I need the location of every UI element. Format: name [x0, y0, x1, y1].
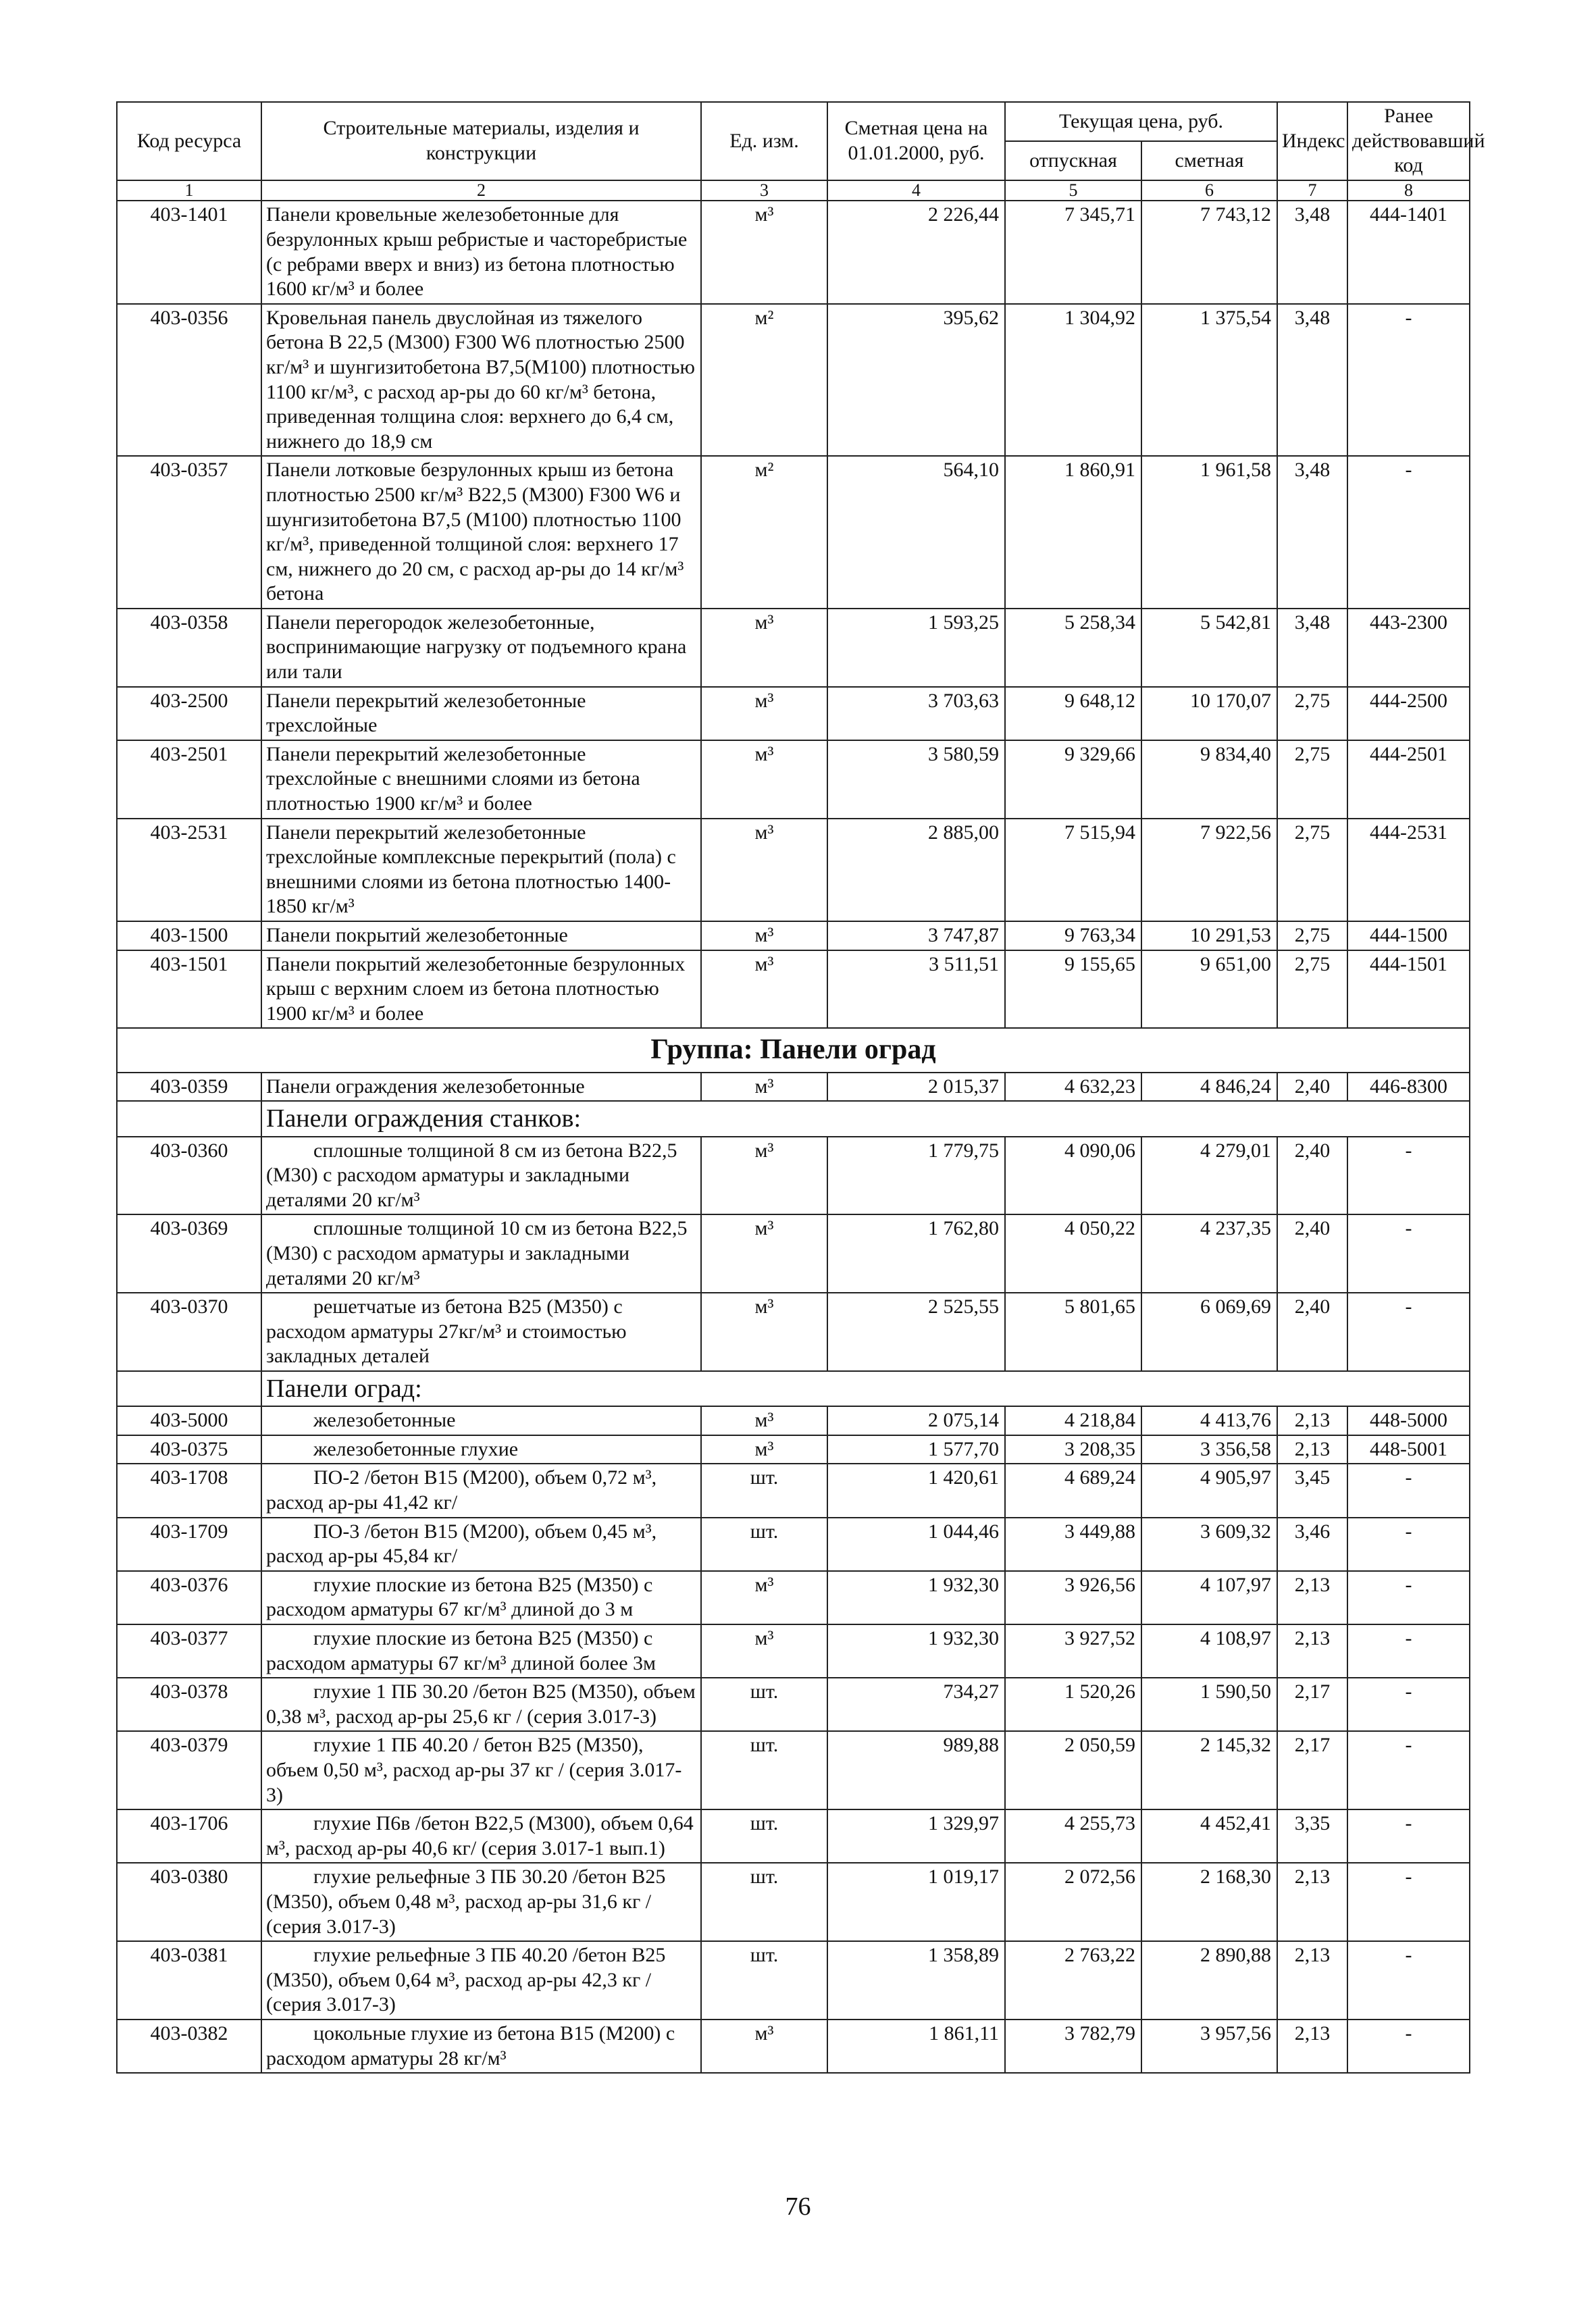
table-row: [117, 1678, 1470, 1731]
material-name: цокольные глухие из бетона В15 (М200) с расходом арматуры 28 кг/м³: [261, 2020, 701, 2073]
resource-code: 403-1500: [117, 921, 261, 950]
unit-of-measure: шт.: [701, 1863, 827, 1941]
previous-code: 448-5000: [1347, 1406, 1470, 1435]
header-row: [117, 102, 1470, 141]
release-price: 1 860,91: [1005, 456, 1141, 609]
unit-of-measure: м³: [701, 1137, 827, 1215]
unit-of-measure: м³: [701, 1435, 827, 1464]
price-index: 3,45: [1277, 1464, 1347, 1517]
resource-code: 403-2501: [117, 740, 261, 819]
estimate-price: 3 356,58: [1141, 1435, 1277, 1464]
col-num: 5: [1005, 180, 1141, 201]
table-row: [117, 1073, 1470, 1102]
price-index: 2,75: [1277, 921, 1347, 950]
base-price: 1 932,30: [827, 1571, 1005, 1624]
material-name: решетчатые из бетона В25 (М350) с расходом арматуры 27кг/м³ и стоимостью закладных деталей: [261, 1293, 701, 1371]
material-name: Кровельная панель двуслойная из тяжелого бетона В 22,5 (М300) F300 W6 плотностью 2500 кг/м³ и шунгизитобетона В7,5(М100) плотностью 1100 кг/м³, с расход ар-ры до 60 кг/м³ бетона, приведенная толщина слоя: верхнего до 6,4 см, нижнего до 18,9 см: [261, 304, 701, 457]
table-row: [117, 304, 1470, 457]
table-row: [117, 2020, 1470, 2073]
table-body-c: [117, 1406, 1470, 2073]
base-price: 2 885,00: [827, 819, 1005, 921]
price-index: 2,75: [1277, 740, 1347, 819]
material-name: глухие рельефные 3 ПБ 40.20 /бетон В25 (М350), объем 0,64 м³, расход ар-ры 42,3 кг / (серия 3.017-3): [261, 1941, 701, 2020]
table-row: [117, 1518, 1470, 1571]
unit-of-measure: м³: [701, 819, 827, 921]
resource-code: 403-0356: [117, 304, 261, 457]
column-numbers-row: [117, 180, 1470, 201]
unit-of-measure: м³: [701, 687, 827, 740]
estimate-price: 9 834,40: [1141, 740, 1277, 819]
release-price: 9 155,65: [1005, 950, 1141, 1029]
col-num: 2: [261, 180, 701, 201]
header-release-price: отпускная: [1005, 141, 1141, 180]
material-name: Панели покрытий железобетонные: [261, 921, 701, 950]
unit-of-measure: м³: [701, 2020, 827, 2073]
price-index: 2,40: [1277, 1137, 1347, 1215]
price-index: 3,48: [1277, 201, 1347, 303]
resource-code: 403-5000: [117, 1406, 261, 1435]
previous-code: -: [1347, 1678, 1470, 1731]
base-price: 1 593,25: [827, 609, 1005, 687]
group-section: [117, 1028, 1470, 1072]
resource-code: 403-1708: [117, 1464, 261, 1517]
col-num: 8: [1347, 180, 1470, 201]
resource-code: 403-1401: [117, 201, 261, 303]
resource-code: 403-0381: [117, 1941, 261, 2020]
price-index: 2,75: [1277, 950, 1347, 1029]
unit-of-measure: м³: [701, 1293, 827, 1371]
estimate-price: 4 452,41: [1141, 1809, 1277, 1863]
subgroup-title: Панели оград:: [261, 1371, 1470, 1406]
release-price: 9 763,34: [1005, 921, 1141, 950]
release-price: 5 258,34: [1005, 609, 1141, 687]
unit-of-measure: м³: [701, 921, 827, 950]
table-body-b: [117, 1137, 1470, 1371]
header-base-price: Сметная цена на 01.01.2000, руб.: [827, 102, 1005, 180]
header-current-price: Текущая цена, руб.: [1005, 102, 1277, 141]
previous-code: -: [1347, 1464, 1470, 1517]
unit-of-measure: шт.: [701, 1941, 827, 2020]
previous-code: -: [1347, 1731, 1470, 1809]
header-estimate-price: сметная: [1141, 141, 1277, 180]
price-index: 2,13: [1277, 2020, 1347, 2073]
estimate-price: 9 651,00: [1141, 950, 1277, 1029]
previous-code: 444-1501: [1347, 950, 1470, 1029]
previous-code: -: [1347, 456, 1470, 609]
base-price: 989,88: [827, 1731, 1005, 1809]
release-price: 7 515,94: [1005, 819, 1141, 921]
price-index: 3,48: [1277, 609, 1347, 687]
unit-of-measure: шт.: [701, 1731, 827, 1809]
release-price: 5 801,65: [1005, 1293, 1141, 1371]
unit-of-measure: м³: [701, 740, 827, 819]
material-name: сплошные толщиной 10 см из бетона В22,5 (М30) с расходом арматуры и закладными деталями 20 кг/м³: [261, 1214, 701, 1293]
unit-of-measure: м³: [701, 1624, 827, 1678]
base-price: 395,62: [827, 304, 1005, 457]
resource-code: 403-2531: [117, 819, 261, 921]
resource-code: 403-0375: [117, 1435, 261, 1464]
release-price: 3 449,88: [1005, 1518, 1141, 1571]
base-price: 3 747,87: [827, 921, 1005, 950]
price-index: 2,40: [1277, 1293, 1347, 1371]
table-body-group: [117, 1073, 1470, 1102]
price-index: 2,17: [1277, 1678, 1347, 1731]
header-name: Строительные материалы, изделия и конструкции: [261, 102, 701, 180]
base-price: 564,10: [827, 456, 1005, 609]
material-name: ПО-2 /бетон В15 (М200), объем 0,72 м³, расход ар-ры 41,42 кг/: [261, 1464, 701, 1517]
estimate-price: 10 291,53: [1141, 921, 1277, 950]
previous-code: 444-2531: [1347, 819, 1470, 921]
subgroup-spacer: [117, 1371, 261, 1406]
estimate-price: 7 922,56: [1141, 819, 1277, 921]
unit-of-measure: шт.: [701, 1809, 827, 1863]
previous-code: 444-1500: [1347, 921, 1470, 950]
material-name: глухие 1 ПБ 30.20 /бетон В25 (М350), объем 0,38 м³, расход ар-ры 25,6 кг / (серия 3.017-3): [261, 1678, 701, 1731]
price-table-sheet: [116, 101, 1485, 2074]
estimate-price: 3 609,32: [1141, 1518, 1277, 1571]
base-price: 2 525,55: [827, 1293, 1005, 1371]
base-price: 3 580,59: [827, 740, 1005, 819]
previous-code: 444-2501: [1347, 740, 1470, 819]
estimate-price: 4 279,01: [1141, 1137, 1277, 1215]
previous-code: -: [1347, 1293, 1470, 1371]
table-row: [117, 1214, 1470, 1293]
release-price: 3 782,79: [1005, 2020, 1141, 2073]
previous-code: -: [1347, 1624, 1470, 1678]
release-price: 3 926,56: [1005, 1571, 1141, 1624]
estimate-price: 4 905,97: [1141, 1464, 1277, 1517]
material-name: глухие П6в /бетон В22,5 (М300), объем 0,64 м³, расход ар-ры 40,6 кг/ (серия 3.017-1 вып.1): [261, 1809, 701, 1863]
estimate-price: 1 961,58: [1141, 456, 1277, 609]
subgroup-title-row: [117, 1371, 1470, 1406]
unit-of-measure: шт.: [701, 1678, 827, 1731]
price-index: 2,40: [1277, 1073, 1347, 1102]
price-index: 2,40: [1277, 1214, 1347, 1293]
base-price: 3 703,63: [827, 687, 1005, 740]
material-name: Панели покрытий железобетонные безрулонных крыш с верхним слоем из бетона плотностью 1900 кг/м³ и более: [261, 950, 701, 1029]
estimate-price: 5 542,81: [1141, 609, 1277, 687]
base-price: 1 779,75: [827, 1137, 1005, 1215]
previous-code: -: [1347, 1941, 1470, 2020]
resource-code: 403-0376: [117, 1571, 261, 1624]
release-price: 2 050,59: [1005, 1731, 1141, 1809]
unit-of-measure: м²: [701, 456, 827, 609]
table-row: [117, 1941, 1470, 2020]
price-index: 2,13: [1277, 1571, 1347, 1624]
resource-code: 403-1501: [117, 950, 261, 1029]
table-row: [117, 687, 1470, 740]
table-row: [117, 819, 1470, 921]
resource-code: 403-0357: [117, 456, 261, 609]
estimate-price: 1 375,54: [1141, 304, 1277, 457]
base-price: 2 075,14: [827, 1406, 1005, 1435]
subgroup-1: [117, 1101, 1470, 1136]
resource-code: 403-0359: [117, 1073, 261, 1102]
estimate-price: 7 743,12: [1141, 201, 1277, 303]
subgroup-2: [117, 1371, 1470, 1406]
material-name: ПО-3 /бетон В15 (М200), объем 0,45 м³, расход ар-ры 45,84 кг/: [261, 1518, 701, 1571]
release-price: 2 072,56: [1005, 1863, 1141, 1941]
material-name: Панели перекрытий железобетонные трехслойные: [261, 687, 701, 740]
base-price: 1 932,30: [827, 1624, 1005, 1678]
table-row: [117, 740, 1470, 819]
material-name: сплошные толщиной 8 см из бетона В22,5 (М30) с расходом арматуры и закладными деталями 20 кг/м³: [261, 1137, 701, 1215]
release-price: 4 255,73: [1005, 1809, 1141, 1863]
unit-of-measure: шт.: [701, 1518, 827, 1571]
price-index: 3,46: [1277, 1518, 1347, 1571]
material-name: Панели лотковые безрулонных крыш из бетона плотностью 2500 кг/м³ В22,5 (М300) F300 W6 и шунгизитобетона В7,5 (М100) плотностью 1100 кг/м³, приведенной толщиной слоя: верхнего 17 см, нижнего до 20 см, с расход ар-ры до 14 кг/м³ бетона: [261, 456, 701, 609]
release-price: 1 304,92: [1005, 304, 1141, 457]
col-num: 6: [1141, 180, 1277, 201]
previous-code: -: [1347, 1518, 1470, 1571]
material-name: глухие плоские из бетона В25 (М350) с расходом арматуры 67 кг/м³ длиной до 3 м: [261, 1571, 701, 1624]
table-row: [117, 1809, 1470, 1863]
base-price: 734,27: [827, 1678, 1005, 1731]
price-index: 3,48: [1277, 304, 1347, 457]
price-index: 2,13: [1277, 1941, 1347, 2020]
estimate-price: 6 069,69: [1141, 1293, 1277, 1371]
group-title: Группа: Панели оград: [117, 1028, 1470, 1072]
table-row: [117, 1464, 1470, 1517]
table-row: [117, 456, 1470, 609]
release-price: 3 927,52: [1005, 1624, 1141, 1678]
estimate-price: 4 108,97: [1141, 1624, 1277, 1678]
base-price: 1 358,89: [827, 1941, 1005, 2020]
resource-code: 403-0379: [117, 1731, 261, 1809]
table-row: [117, 1406, 1470, 1435]
previous-code: -: [1347, 2020, 1470, 2073]
release-price: 4 090,06: [1005, 1137, 1141, 1215]
subgroup-title-row: [117, 1101, 1470, 1136]
header-unit: Ед. изм.: [701, 102, 827, 180]
previous-code: 448-5001: [1347, 1435, 1470, 1464]
table-row: [117, 1624, 1470, 1678]
price-index: 2,13: [1277, 1863, 1347, 1941]
material-name: железобетонные: [261, 1406, 701, 1435]
material-name: глухие рельефные 3 ПБ 30.20 /бетон В25 (М350), объем 0,48 м³, расход ар-ры 31,6 кг / (серия 3.017-3): [261, 1863, 701, 1941]
estimate-price: 2 890,88: [1141, 1941, 1277, 2020]
material-name: Панели ограждения железобетонные: [261, 1073, 701, 1102]
subgroup-title: Панели ограждения станков:: [261, 1101, 1470, 1136]
previous-code: 444-1401: [1347, 201, 1470, 303]
previous-code: -: [1347, 1137, 1470, 1215]
previous-code: -: [1347, 1571, 1470, 1624]
base-price: 2 226,44: [827, 201, 1005, 303]
price-index: 2,13: [1277, 1435, 1347, 1464]
resource-code: 403-2500: [117, 687, 261, 740]
estimate-price: 1 590,50: [1141, 1678, 1277, 1731]
unit-of-measure: м³: [701, 1214, 827, 1293]
table-row: [117, 1293, 1470, 1371]
base-price: 2 015,37: [827, 1073, 1005, 1102]
base-price: 1 019,17: [827, 1863, 1005, 1941]
table-row: [117, 201, 1470, 303]
price-index: 2,17: [1277, 1731, 1347, 1809]
resource-code: 403-0360: [117, 1137, 261, 1215]
estimate-price: 2 145,32: [1141, 1731, 1277, 1809]
base-price: 3 511,51: [827, 950, 1005, 1029]
previous-code: 446-8300: [1347, 1073, 1470, 1102]
table-row: [117, 1731, 1470, 1809]
estimate-price: 4 846,24: [1141, 1073, 1277, 1102]
resource-code: 403-0380: [117, 1863, 261, 1941]
base-price: 1 762,80: [827, 1214, 1005, 1293]
unit-of-measure: м³: [701, 201, 827, 303]
subgroup-spacer: [117, 1101, 261, 1136]
unit-of-measure: м³: [701, 1571, 827, 1624]
base-price: 1 577,70: [827, 1435, 1005, 1464]
price-table: [116, 101, 1485, 2074]
release-price: 1 520,26: [1005, 1678, 1141, 1731]
table-row: [117, 1863, 1470, 1941]
col-num: 7: [1277, 180, 1347, 201]
resource-code: 403-0378: [117, 1678, 261, 1731]
table-row: [117, 921, 1470, 950]
release-price: 4 632,23: [1005, 1073, 1141, 1102]
unit-of-measure: м²: [701, 304, 827, 457]
table-row: [117, 609, 1470, 687]
col-num: 3: [701, 180, 827, 201]
unit-of-measure: м³: [701, 609, 827, 687]
estimate-price: 3 957,56: [1141, 2020, 1277, 2073]
release-price: 4 050,22: [1005, 1214, 1141, 1293]
resource-code: 403-0377: [117, 1624, 261, 1678]
previous-code: -: [1347, 1863, 1470, 1941]
table-row: [117, 1435, 1470, 1464]
resource-code: 403-0370: [117, 1293, 261, 1371]
resource-code: 403-0358: [117, 609, 261, 687]
table-row: [117, 1137, 1470, 1215]
col-num: 1: [117, 180, 261, 201]
release-price: 7 345,71: [1005, 201, 1141, 303]
page-number: 76: [785, 2192, 811, 2221]
previous-code: 444-2500: [1347, 687, 1470, 740]
resource-code: 403-1706: [117, 1809, 261, 1863]
resource-code: 403-0369: [117, 1214, 261, 1293]
unit-of-measure: шт.: [701, 1464, 827, 1517]
estimate-price: 4 237,35: [1141, 1214, 1277, 1293]
base-price: 1 420,61: [827, 1464, 1005, 1517]
release-price: 3 208,35: [1005, 1435, 1141, 1464]
material-name: Панели кровельные железобетонные для безрулонных крыш ребристые и часторебристые (с ребрами вверх и вниз) из бетона плотностью 1600 кг/м³ и более: [261, 201, 701, 303]
previous-code: 443-2300: [1347, 609, 1470, 687]
price-index: 3,35: [1277, 1809, 1347, 1863]
material-name: Панели перегородок железобетонные, воспринимающие нагрузку от подъемного крана или тали: [261, 609, 701, 687]
material-name: глухие плоские из бетона В25 (М350) с расходом арматуры 67 кг/м³ длиной более 3м: [261, 1624, 701, 1678]
estimate-price: 4 413,76: [1141, 1406, 1277, 1435]
base-price: 1 329,97: [827, 1809, 1005, 1863]
previous-code: -: [1347, 1809, 1470, 1863]
table-body-a: [117, 201, 1470, 1028]
unit-of-measure: м³: [701, 1406, 827, 1435]
estimate-price: 4 107,97: [1141, 1571, 1277, 1624]
previous-code: -: [1347, 1214, 1470, 1293]
header-prev-code: Ранее действовавший код: [1347, 102, 1470, 180]
release-price: 2 763,22: [1005, 1941, 1141, 2020]
base-price: 1 044,46: [827, 1518, 1005, 1571]
price-index: 3,48: [1277, 456, 1347, 609]
price-index: 2,13: [1277, 1406, 1347, 1435]
table-row: [117, 1571, 1470, 1624]
material-name: Панели перекрытий железобетонные трехслойные с внешними слоями из бетона плотностью 1900 кг/м³ и более: [261, 740, 701, 819]
price-index: 2,75: [1277, 687, 1347, 740]
estimate-price: 10 170,07: [1141, 687, 1277, 740]
price-index: 2,13: [1277, 1624, 1347, 1678]
release-price: 4 218,84: [1005, 1406, 1141, 1435]
material-name: железобетонные глухие: [261, 1435, 701, 1464]
estimate-price: 2 168,30: [1141, 1863, 1277, 1941]
header-index: Индекс: [1277, 102, 1347, 180]
release-price: 9 648,12: [1005, 687, 1141, 740]
table-row: [117, 950, 1470, 1029]
header-code: Код ресурса: [117, 102, 261, 180]
unit-of-measure: м³: [701, 950, 827, 1029]
resource-code: 403-1709: [117, 1518, 261, 1571]
previous-code: -: [1347, 304, 1470, 457]
release-price: 9 329,66: [1005, 740, 1141, 819]
resource-code: 403-0382: [117, 2020, 261, 2073]
material-name: глухие 1 ПБ 40.20 / бетон В25 (М350), объем 0,50 м³, расход ар-ры 37 кг / (серия 3.017-3): [261, 1731, 701, 1809]
base-price: 1 861,11: [827, 2020, 1005, 2073]
unit-of-measure: м³: [701, 1073, 827, 1102]
price-index: 2,75: [1277, 819, 1347, 921]
material-name: Панели перекрытий железобетонные трехслойные комплексные перекрытий (пола) с внешними слоями из бетона плотностью 1400-1850 кг/м³: [261, 819, 701, 921]
group-title-row: [117, 1028, 1470, 1072]
release-price: 4 689,24: [1005, 1464, 1141, 1517]
col-num: 4: [827, 180, 1005, 201]
